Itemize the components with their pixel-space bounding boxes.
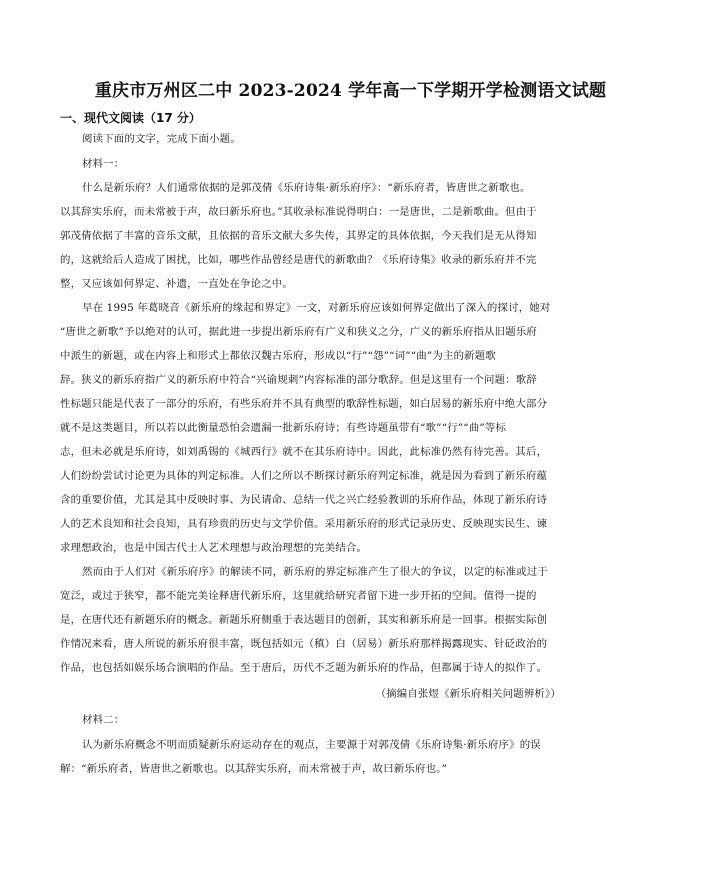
paragraph-line: 志，但未必就是乐府诗，如刘禹锡的《城西行》就不在其乐府诗中。因此，此标准仍然有待完善。其后， xyxy=(60,446,548,458)
paragraph-line: “唐世之新歌”予以绝对的认可，据此进一步提出新乐府有广义和狭义之分，广义的新乐府指从旧题乐府 xyxy=(60,326,538,338)
paragraph-line: 作品，也包括如娱乐场合演唱的作品。至于唐后，历代不乏题为新乐府的作品，但都属于诗人的拟作了。 xyxy=(60,662,548,674)
source-citation: （摘编自张煜《新乐府相关问题辨析》） xyxy=(375,688,561,700)
paragraph-line: 郭茂倩依据了丰富的音乐文献，且依据的音乐文献大多失传，其界定的具体依据，今天我们是无从得知 xyxy=(60,230,537,242)
paragraph-line: 中派生的新题，或在内容上和形式上都依汉魏古乐府，形成以“行”“怨”“词”“曲”为主的新题歌 xyxy=(60,350,496,362)
paragraph-line: 是，在唐代还有新题乐府的概念。新题乐府侧重于表达题目的创新，其实和新乐府是一回事。根据实际创 xyxy=(60,614,548,626)
paragraph-line: 然而由于人们对《新乐府序》的解读不同，新乐府的界定标准产生了很大的争议，以定的标准或过于 xyxy=(82,566,548,578)
paragraph-line: 什么是新乐府？人们通常依据的是郭茂倩《乐府诗集·新乐府序》：“新乐府者，皆唐世之新歌也。 xyxy=(82,182,531,194)
paragraph-line: 作情况来看，唐人所说的新乐府很丰富，既包括如元（稹）白（居易）新乐府那样揭露现实、针砭政治的 xyxy=(60,638,548,650)
paragraph-line: 性标题只能是代表了一部分的乐府，有些乐府并不具有典型的歌辞性标题，如白居易的新乐府中绝大部分 xyxy=(60,398,548,410)
page-title: 重庆市万州区二中 2023-2024 学年高一下学期开学检测语文试题 xyxy=(94,81,607,101)
paragraph-line: 的，这就给后人造成了困扰，比如，哪些作品曾经是唐代的新歌曲？《乐府诗集》收录的新乐府并不完 xyxy=(60,254,537,266)
paragraph-line: 宽泛，或过于狭窄，都不能完美诠释唐代新乐府，这里就给研究者留下进一步开拓的空间。值得一提的 xyxy=(60,590,537,602)
paragraph-line: 以其辞实乐府，而未常被于声，故曰新乐府也。”其收录标准说得明白：一是唐世，二是新歌曲。但由于 xyxy=(60,206,537,218)
paragraph-line: 材料二： xyxy=(82,714,125,726)
paragraph-line: 材料一： xyxy=(82,158,125,170)
paragraph-line: 解：“新乐府者，皆唐世之新歌也。以其辞实乐府，而未常被于声，故曰新乐府也。” xyxy=(60,763,448,775)
paragraph-line: 早在 1995 年葛晓音《新乐府的缘起和界定》一文，对新乐府应该如何界定做出了深入的探讨，她对 xyxy=(82,302,551,314)
paragraph-line: 人的艺术良知和社会良知，具有珍贵的历史与文学价值。采用新乐府的形式记录历史、反映现实民生、谏 xyxy=(60,518,548,530)
paragraph-line: 求理想政治，也是中国古代士人艺术理想与政治理想的完美结合。 xyxy=(60,542,368,554)
paragraph-line: 人们纷纷尝试讨论更为具体的判定标准。人们之所以不断探讨新乐府判定标准，就是因为看到了新乐府蕴 xyxy=(60,470,548,482)
paragraph-line: 阅读下面的文字，完成下面小题。 xyxy=(82,133,241,145)
paragraph-line: 就不是这类题目，所以若以此衡量恐怕会遗漏一批新乐府诗；有些诗题虽带有“歌”“行”“曲”等标 xyxy=(60,422,507,434)
paragraph-line: 含的重要价值，尤其是其中反映时事、为民请命、总结一代之兴亡经验教训的乐府作品，体现了新乐府诗 xyxy=(60,494,548,506)
section-heading: 一、现代文阅读（17 分） xyxy=(60,111,201,125)
paragraph-line: 辞。狭义的新乐府指广义的新乐府中符合“兴谕规刺”内容标准的部分歌辞。但是这里有一个问题：歌辞 xyxy=(60,374,538,386)
paragraph-line: 认为新乐府概念不明而质疑新乐府运动存在的观点，主要源于对郭茂倩《乐府诗集·新乐府序》的误 xyxy=(82,739,541,751)
paragraph-line: 整，又应该如何界定、补遗，一直处在争论之中。 xyxy=(60,278,293,290)
